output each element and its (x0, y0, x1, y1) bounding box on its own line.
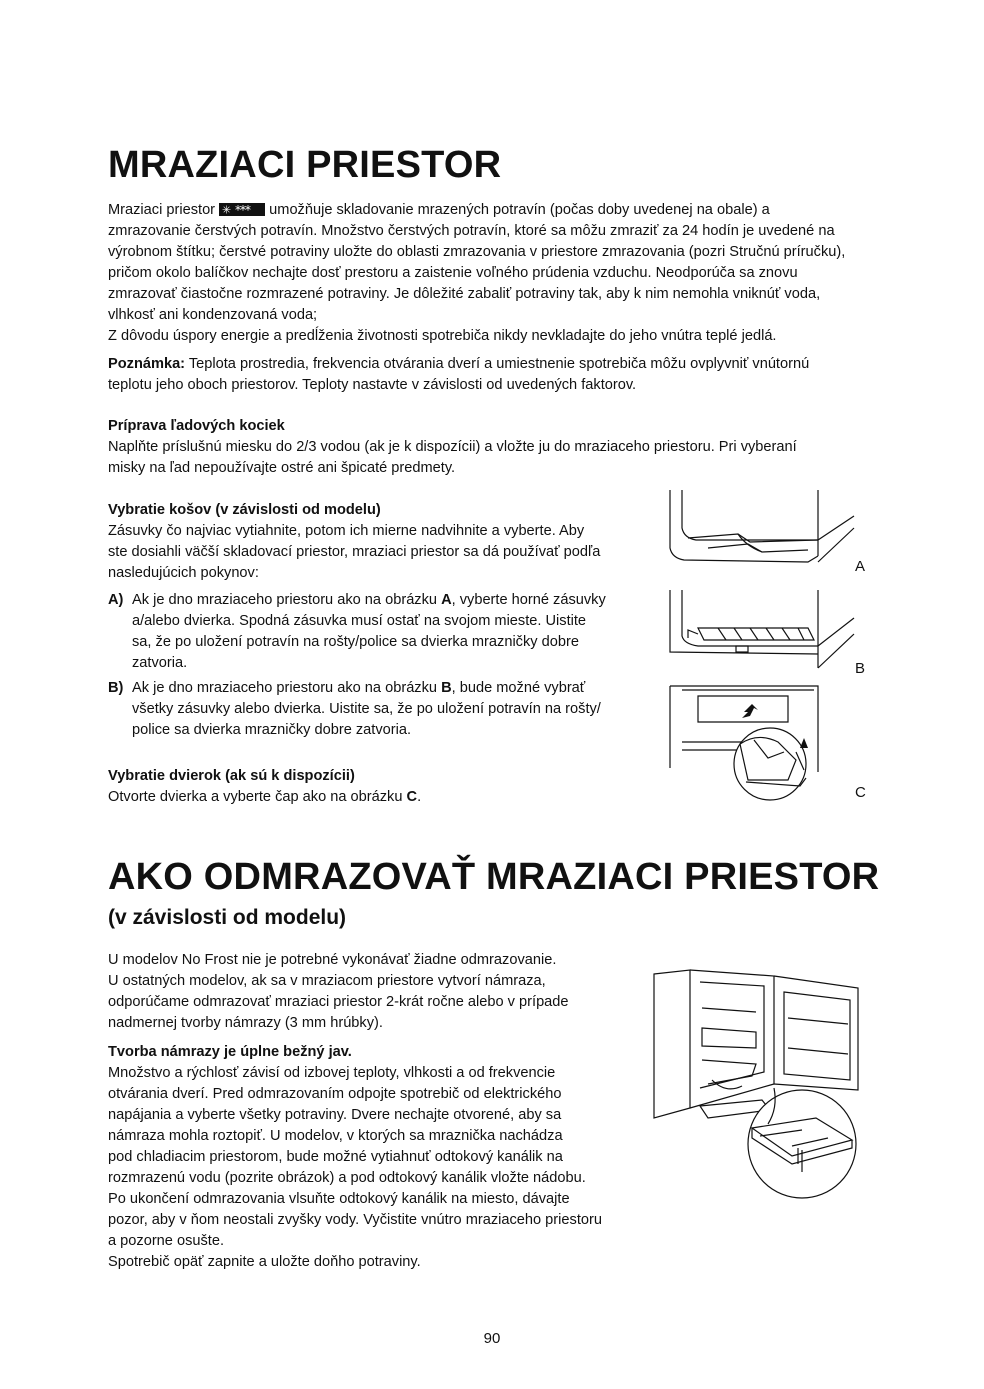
defrost-intro: U modelov No Frost nie je potrebné vykonávať žiadne odmrazovanie. U ostatných modelov, ak sa v mraziacom priestore vytvorí námraza, odporúčame odmrazovať mraziaci priestor 2-krát ročne alebo v prípade nadmernej tvorby námrazy (3 mm hrúbky). (108, 952, 569, 1031)
figure-a-illustration (668, 488, 858, 576)
svg-text:✳: ✳ (222, 203, 232, 216)
note-paragraph: Poznámka: Teplota prostredia, frekvencia otvárania dverí a umiestnenie spotrebiča môžu ovplyvniť vnútornú teplotu jeho oboch priestorov. Teploty nastavte v závislosti od uvedených faktorov. (108, 356, 810, 393)
figure-a-label: A (855, 558, 866, 575)
freezer-intro: Mraziaci priestor ✳ *** umožňuje skladovanie mrazených potravín (počas doby uvedenej na obale) a zmrazovanie čerstvých potravín. Množstvo čerstvých potravín, ktoré sa môžu zmraziť za 24 hodín je uvedené na výrobnom štítku; čerstvé potraviny uložte do oblasti zmrazovania v priestore zmrazovania (pozri Stručnú príručku), pričom okolo balíčkov nechajte dosť prestoru a zaistenie voľného prúdenia vzduchu. Neodporúča sa znovu zmrazovať čiastočne rozmrazené potraviny. Je dôležité zabaliť potraviny tak, aby k nim nemohla vniknúť voda, vlhkosť ani kondenzovaná voda; Z dôvodu úspory energie a predĺženia životnosti spotrebiča nikdy nevkladajte do jeho vnútra teplé jedlá. (108, 202, 846, 344)
baskets-section: Vybratie košov (v závislosti od modelu) Zásuvky čo najviac vytiahnite, potom ich mierne nadvihnite a vyberte. Aby ste dosiahli väčší skladovací priestor, mraziaci priestor sa dá používať podľa nasledujúcich pokynov: (108, 502, 601, 581)
list-label-a: A) (108, 592, 124, 608)
page-number: 90 (483, 1330, 501, 1347)
frost-section: Tvorba námrazy je úplne bežný jav. Množstvo a rýchlosť závisí od izbovej teploty, vlhkosti a od frekvencie otvárania dverí. Pred odmrazovaním odpojte spotrebič od elektrického napájania a vyberte všetky potraviny. Dvere nechajte otvorené, aby sa námraza mohla roztopiť. U modelov, v ktorých sa mraznička nachádza pod chladiacim priestorom, bude možné vytiahnuť odtokový kanálik na rozmrazenú vodu (pozrite obrázok) a pod odtokový kanálik vložte nádobu. Po ukončení odmrazovania vlsuňte odtokový kanálik na miesto, dávajte pozor, aby v ňom neostali zvyšky vody. Vyčistite vnútro mraziaceho priestoru a pozorne osušte. Spotrebič opäť zapnite a uložte doňho potraviny. (108, 1044, 602, 1270)
section-title-freezer: MRAZIACI PRIESTOR (108, 144, 502, 186)
doors-heading: Vybratie dvierok (ak sú k dispozícii) (108, 768, 355, 784)
frost-heading: Tvorba námrazy je úplne bežný jav. (108, 1044, 352, 1060)
figure-c-illustration (668, 682, 858, 804)
list-item-b: B) Ak je dno mraziaceho priestoru ako na obrázku B, bude možné vybrať všetky zásuvky alebo dvierka. Uistite sa, že po uložení potravín na rošty/ police sa dvierka mrazničky dobre zatvoria. (108, 680, 601, 738)
figure-b-label: B (855, 660, 866, 677)
ice-cubes-section: Príprava ľadových kociek Naplňte príslušnú miesku do 2/3 vodou (ak je k dispozícii) a vložte ju do mraziaceho priestoru. Pri vyberaní misky na ľad nepoužívajte ostré ani špicaté predmety. (108, 418, 797, 476)
svg-text:***: *** (235, 203, 251, 216)
defrost-drain-illustration (652, 968, 874, 1200)
list-label-b: B) (108, 680, 124, 696)
section-title-defrost: AKO ODMRAZOVAŤ MRAZIACI PRIESTOR (108, 856, 880, 898)
ice-cubes-heading: Príprava ľadových kociek (108, 418, 285, 434)
four-star-freezer-icon (219, 203, 265, 216)
figure-b-illustration (668, 588, 858, 676)
figure-c-label: C (855, 784, 866, 801)
baskets-heading: Vybratie košov (v závislosti od modelu) (108, 502, 381, 518)
section-subtitle-defrost: (v závislosti od modelu) (108, 906, 347, 929)
note-label: Poznámka: (108, 356, 186, 372)
list-item-a: A) Ak je dno mraziaceho priestoru ako na obrázku A, vyberte horné zásuvky a/alebo dvierka. Spodná zásuvka musí ostať na svojom mieste. Uistite sa, že po uložení potravín na rošty/police sa dvierka mrazničky dobre zatvoria. (108, 592, 606, 671)
doors-section: Vybratie dvierok (ak sú k dispozícii) Otvorte dvierka a vyberte čap ako na obrázku C. (108, 768, 422, 805)
